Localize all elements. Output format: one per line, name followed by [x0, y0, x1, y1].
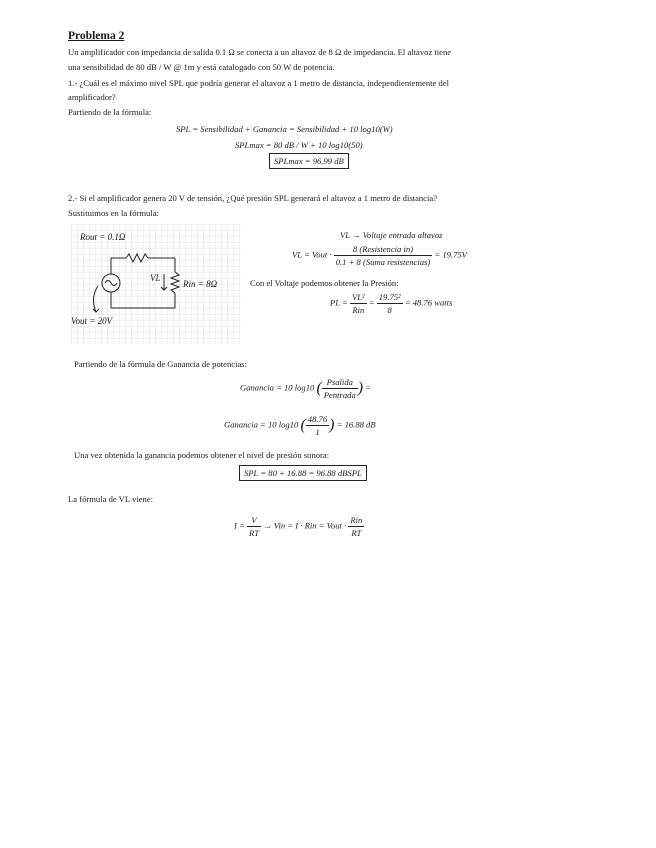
vl-numerator: 8 (Resistencia in)	[334, 243, 433, 256]
rout-label: Rout = 0.1Ω	[80, 232, 126, 242]
equation-spl-max-result: SPLmax = 96.99 dB	[269, 153, 349, 169]
pl-numerator-1: VL²	[351, 292, 365, 302]
pl-denominator-2: 8	[387, 305, 392, 315]
pl-numerator-2: 19.75²	[378, 292, 401, 302]
vl-lhs: VL = Vout ·	[292, 249, 332, 260]
voltage-divider-numerator: Rin	[350, 515, 363, 525]
gain-result-2: = 16.88 dB	[336, 419, 376, 430]
intro-line-2: una sensibilidad de 80 dB / W @ 1m y está catalogado con 50 W de potencia.	[68, 62, 335, 72]
pl-fraction-2	[377, 291, 403, 316]
equation-spl-max: SPLmax = 80 dB / W + 10 log10(50)	[235, 140, 363, 150]
current-fraction	[247, 514, 261, 539]
vl-result: = 19.75V	[434, 249, 467, 260]
vl-denominator: 0.1 + 8 (Suma resistencias)	[335, 257, 431, 267]
question-1-line-2: amplificador?	[68, 92, 116, 102]
gain-numerator-1: Psalida	[322, 376, 358, 389]
voltage-divider-denominator: RT	[351, 528, 362, 538]
gain-text: Partiendo de la fórmula de Ganancia de potencias:	[74, 359, 247, 369]
pl-result: = 48.76 watts	[404, 297, 453, 308]
question-1-line-1: 1.- ¿Cuál es el máximo nivel SPL que podría generar el altavoz a 1 metro de distancia, independientemente del	[68, 78, 450, 88]
equation-gain-value: Ganancia = 10 log10 ( $\frac{48.76}{1}$ ) = 16.88 dB	[224, 414, 376, 437]
pl-lhs: PL =	[330, 297, 348, 308]
gain-lhs-1: Ganancia = 10 log10	[240, 382, 315, 393]
equation-spl-final: SPL = 80 + 16.88 = 96.88 dBSPL	[239, 465, 367, 481]
question-2-line-1: 2.- Si el amplificador genera 20 V de tensión, ¿Qué presión SPL generará el altavoz a 1 metro de distancia?	[68, 193, 438, 203]
current-numerator: V	[247, 514, 261, 527]
vl-description: VL → Voltaje entrada altavoz	[340, 230, 443, 240]
current-denominator: RT	[248, 528, 259, 538]
vl-fraction	[334, 243, 433, 268]
gain-fraction-2	[306, 413, 329, 438]
current-middle: → Vin = I · Rin = Vout ·	[263, 520, 347, 531]
vl-formula-text: La fórmula de VL viene:	[68, 494, 153, 504]
problem-title: Problema 2	[68, 30, 125, 42]
equation-gain-formula: Ganancia = 10 log10 ( $\frac{\text{Psalida}}{\text{Pentrada}}$ ) =	[240, 377, 372, 400]
equation-vl	[292, 243, 467, 268]
equation-current	[234, 514, 364, 539]
pl-fraction-1	[350, 291, 367, 316]
vout-label: Vout = 20V	[71, 316, 113, 326]
rin-label: Rin = 8Ω	[183, 279, 218, 289]
voltage-divider-fraction	[348, 514, 364, 539]
equation-pl: PL = $\frac{\text{VL²}}{\text{Rin}}$ = $\frac{\text{19.75²}}{8}$ = 48.76 watts	[330, 292, 453, 315]
gain-fraction-1	[322, 376, 358, 401]
equation-spl-formula: SPL = Sensibilidad + Ganancia = Sensibilidad + 10 log10(W)	[176, 124, 393, 134]
vl-label: VL	[150, 273, 161, 283]
gain-result-1: =	[365, 382, 372, 393]
pl-denominator-1: Rin	[352, 305, 365, 315]
current-lhs: I =	[234, 520, 245, 531]
question-1-start: Partiendo de la fórmula:	[68, 107, 152, 117]
gain-denominator-2: 1	[315, 427, 320, 437]
gain-denominator-1: Pentrada	[323, 390, 356, 400]
gain-numerator-2: 48.76	[307, 414, 328, 424]
gain-lhs-2: Ganancia = 10 log10	[224, 419, 299, 430]
circuit-diagram	[71, 224, 241, 344]
intro-line-1: Un amplificador con impedancia de salida 0.1 Ω se conecta a un altavoz de 8 Ω de impedancia. El altavoz tiene	[68, 47, 452, 57]
question-2-line-2: Sustituimos en la fórmula:	[68, 208, 159, 218]
spl-text: Una vez obtenida la ganancia podemos obtener el nivel de presión sonora:	[74, 450, 330, 460]
voltage-text: Con el Voltaje podemos obtener la Presión:	[250, 278, 399, 288]
